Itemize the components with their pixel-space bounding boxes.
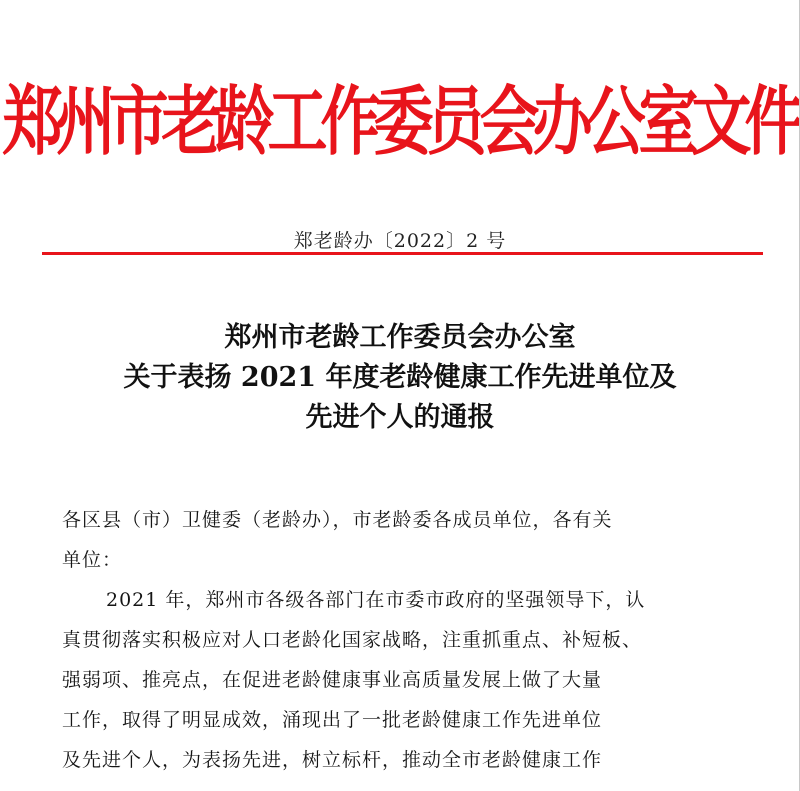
paragraph-line-4: 工作，取得了明显成效，涌现出了一批老龄健康工作先进单位 [62,709,603,731]
title-line-1: 郑州市老龄工作委员会办公室 [224,322,576,353]
document-number: 郑老龄办〔2022〕2 号 [293,230,507,252]
paragraph-line-3: 强弱项、推亮点，在促进老龄健康事业高质量发展上做了大量 [62,669,603,691]
paragraph-line-5: 及先进个人，为表扬先进，树立标杆，推动全市老龄健康工作 [62,749,603,771]
title-line-3: 先进个人的通报 [305,402,495,433]
title-line-2: 关于表扬 2021 年度老龄健康工作先进单位及 [123,362,677,393]
red-divider-line [42,252,763,255]
salutation-line-1: 各区县（市）卫健委（老龄办），市老龄委各成员单位，各有关 [62,509,613,531]
paragraph-line-2: 真贯彻落实积极应对人口老龄化国家战略，注重抓重点、补短板、 [62,629,643,651]
paragraph-line-1: 2021 年，郑州市各级各部门在市委市政府的坚强领导下，认 [106,589,646,611]
masthead-title: 郑州市老龄工作委员会办公室文件 [2,78,798,166]
notice-body [62,500,742,780]
salutation-line-2: 单位： [62,549,123,571]
notice-title [0,318,800,438]
